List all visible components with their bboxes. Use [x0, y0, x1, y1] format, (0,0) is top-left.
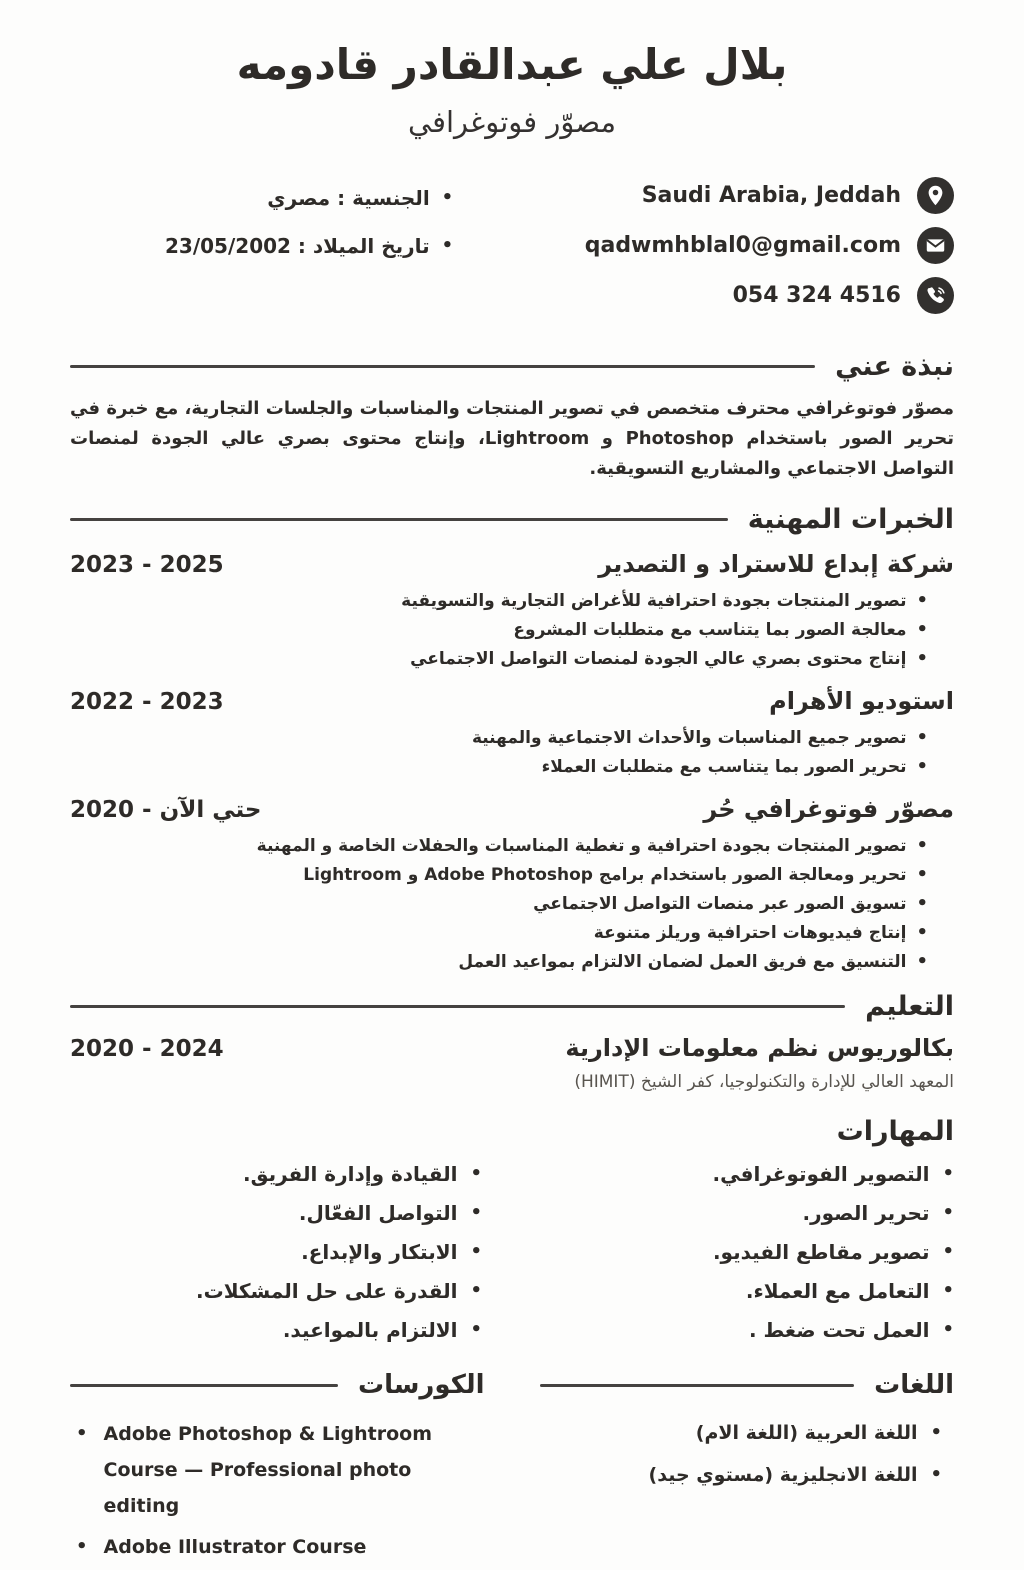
job-dates: 2022 - 2023 [70, 689, 224, 715]
job-bullet-text: تحرير ومعالجة الصور باستخدام برامج Adobe Photoshop و Lightroom [303, 865, 907, 885]
contact-location [585, 177, 954, 214]
job-bullet [70, 891, 928, 917]
email-text: qadwmhblal0@gmail.com [584, 233, 901, 258]
job-bullet-text: معالجة الصور بما يتناسب مع متطلبات المشروع [513, 620, 907, 640]
candidate-title: مصوّر فوتوغرافي [407, 105, 617, 139]
job-bullet [70, 754, 928, 780]
course-list [70, 1416, 485, 1565]
job-bullet-list [70, 588, 954, 672]
experience-section [70, 504, 954, 975]
bullet-dot-icon: • [930, 1422, 942, 1443]
skill-item [542, 1241, 954, 1263]
phone-text: 054 324 4516 [732, 283, 901, 308]
courses-header [70, 1370, 485, 1400]
experience-heading: الخبرات المهنية [747, 504, 954, 535]
personal-detail-text: الجنسية : مصري [267, 186, 430, 210]
job-bullet-text: تحرير الصور بما يتناسب مع متطلبات العملاء [541, 757, 907, 777]
bullet-dot-icon: • [470, 1202, 482, 1223]
job-title: شركة إبداع للاستراد و التصدير [598, 550, 954, 578]
section-divider-line [70, 1384, 338, 1387]
section-divider-line [70, 365, 815, 368]
language-text: اللغة الانجليزية (مستوي جيد) [648, 1464, 918, 1486]
job-header [70, 687, 954, 715]
job-bullet [70, 949, 928, 975]
skill-item [542, 1202, 954, 1224]
degree-title: بكالوريوس نظم معلومات الإدارية [565, 1034, 954, 1062]
job-header [70, 795, 954, 823]
skills-column-right [542, 1163, 954, 1358]
job-bullet-text: تسويق الصور عبر منصات التواصل الاجتماعي [533, 894, 907, 914]
skill-text: التصوير الفوتوغرافي. [712, 1162, 930, 1186]
bullet-dot-icon: • [916, 590, 928, 611]
section-divider-line [70, 518, 728, 521]
skill-text: العمل تحت ضغط . [748, 1318, 930, 1342]
course-item [76, 1416, 485, 1524]
skill-text: تحرير الصور. [802, 1201, 930, 1225]
bullet-dot-icon: • [942, 1319, 954, 1340]
job-bullet-list [70, 725, 954, 780]
location-pin-icon [917, 177, 954, 214]
job-bullet-text: تصوير المنتجات بجودة احترافية للأغراض التجارية والتسويقية [401, 591, 907, 611]
email-envelope-icon [917, 227, 954, 264]
languages-section [540, 1370, 955, 1570]
skill-item [542, 1319, 954, 1341]
skill-text: القدرة على حل المشكلات. [196, 1279, 458, 1303]
bullet-dot-icon: • [470, 1163, 482, 1184]
bullet-dot-icon: • [470, 1280, 482, 1301]
bullet-dot-icon: • [942, 1241, 954, 1262]
candidate-name: بلال علي عبدالقادر قادومه [236, 40, 788, 89]
skill-item [542, 1163, 954, 1185]
skill-item [542, 1280, 954, 1302]
course-text: Adobe Photoshop & Lightroom Course — Professional photo editing [103, 1423, 433, 1517]
language-item [540, 1460, 943, 1490]
job-bullet [70, 725, 928, 751]
skill-item [70, 1202, 482, 1224]
bullet-dot-icon: • [470, 1319, 482, 1340]
contact-phone [585, 277, 954, 314]
job-entry [70, 795, 954, 975]
job-header [70, 550, 954, 578]
bullet-dot-icon: • [916, 864, 928, 885]
bullet-dot-icon: • [930, 1464, 942, 1485]
bullet-dot-icon: • [916, 922, 928, 943]
bullet-dot-icon: • [470, 1241, 482, 1262]
job-bullet-text: تصوير المنتجات بجودة احترافية و تغطية المناسبات والحفلات الخاصة و المهنية [256, 836, 907, 856]
job-title: مصوّر فوتوغرافي حُر [703, 795, 954, 823]
languages-header [540, 1370, 955, 1400]
bullet-dot-icon: • [441, 187, 454, 208]
about-header [70, 351, 954, 382]
job-dates: 2020 - حتي الآن [70, 797, 262, 823]
personal-details-column [165, 183, 453, 327]
skill-text: الالتزام بالمواعيد. [282, 1318, 458, 1342]
skill-text: الابتكار والإبداع. [301, 1240, 458, 1264]
bullet-dot-icon: • [916, 619, 928, 640]
courses-heading: الكورسات [357, 1370, 485, 1400]
skill-item [70, 1319, 482, 1341]
job-bullet-text: التنسيق مع فريق العمل لضمان الالتزام بمواعيد العمل [458, 952, 907, 972]
section-divider-line [540, 1384, 855, 1387]
about-section [70, 351, 954, 484]
education-header [70, 991, 954, 1022]
personal-detail-item [165, 183, 453, 213]
job-title: استوديو الأهرام [769, 687, 954, 715]
bullet-dot-icon: • [916, 727, 928, 748]
job-bullet [70, 862, 928, 888]
education-heading: التعليم [865, 991, 954, 1022]
skill-item [70, 1241, 482, 1263]
skill-item [70, 1163, 482, 1185]
bullet-dot-icon: • [441, 235, 454, 256]
about-heading: نبذة عني [835, 351, 954, 382]
bullet-dot-icon: • [942, 1163, 954, 1184]
personal-detail-text: تاريخ الميلاد : 23/05/2002 [165, 234, 430, 258]
bullet-dot-icon: • [916, 835, 928, 856]
bullet-dot-icon: • [916, 893, 928, 914]
skills-heading: المهارات [836, 1116, 954, 1147]
job-bullet [70, 833, 928, 859]
job-bullet [70, 646, 928, 672]
skills-column-left [70, 1163, 482, 1358]
language-text: اللغة العربية (اللغة الام) [695, 1422, 918, 1444]
footer-section [70, 1370, 954, 1570]
education-entry [70, 1034, 954, 1092]
job-bullet-text: إنتاج محتوى بصري عالي الجودة لمنصات التواصل الاجتماعي [410, 649, 907, 669]
courses-section [70, 1370, 485, 1570]
job-bullet-text: إنتاج فيديوهات احترافية وريلز متنوعة [593, 923, 907, 943]
about-text: مصوّر فوتوغرافي محترف متخصص في تصوير المنتجات والمناسبات والجلسات التجارية، مع خبرة في تحرير الصور باستخدام Photoshop و Lightroom، وإنتاج محتوى بصري عالي الجودة لمنصات التواصل الاجتماعي والمشاريع التسويقية. [70, 398, 955, 479]
skills-section [70, 1116, 954, 1358]
skill-text: القيادة وإدارة الفريق. [242, 1162, 458, 1186]
section-divider-line [70, 1005, 845, 1008]
course-item [76, 1529, 485, 1565]
bullet-dot-icon: • [76, 1536, 88, 1557]
phone-icon [917, 277, 954, 314]
bullet-dot-icon: • [942, 1280, 954, 1301]
contact-email [585, 227, 954, 264]
degree-header [70, 1034, 954, 1062]
education-section [70, 991, 954, 1092]
experience-header [70, 504, 954, 535]
languages-heading: اللغات [874, 1370, 954, 1400]
degree-dates: 2020 - 2024 [70, 1036, 224, 1062]
personal-detail-item [165, 231, 453, 261]
contact-section [70, 177, 954, 327]
contact-column [585, 177, 954, 327]
job-bullet-text: تصوير جميع المناسبات والأحداث الاجتماعية والمهنية [471, 728, 907, 748]
course-text: Adobe Illustrator Course [103, 1536, 367, 1558]
skill-text: التواصل الفعّال. [298, 1201, 458, 1225]
job-bullet [70, 588, 928, 614]
job-bullet [70, 617, 928, 643]
skill-text: تصوير مقاطع الفيديو. [712, 1240, 930, 1264]
bullet-dot-icon: • [942, 1202, 954, 1223]
bullet-dot-icon: • [916, 756, 928, 777]
skills-grid [70, 1163, 954, 1358]
bullet-dot-icon: • [76, 1423, 88, 1444]
institution-name: المعهد العالي للإدارة والتكنولوجيا، كفر الشيخ (HIMIT) [574, 1072, 954, 1092]
skill-item [70, 1280, 482, 1302]
location-text: Saudi Arabia, Jeddah [641, 183, 901, 208]
job-entry [70, 687, 954, 780]
language-item [540, 1418, 943, 1448]
job-bullet [70, 920, 928, 946]
job-dates: 2023 - 2025 [70, 552, 224, 578]
skill-text: التعامل مع العملاء. [745, 1279, 930, 1303]
job-entry [70, 550, 954, 672]
bullet-dot-icon: • [916, 951, 928, 972]
bullet-dot-icon: • [916, 648, 928, 669]
language-list [540, 1418, 955, 1490]
job-bullet-list [70, 833, 954, 975]
